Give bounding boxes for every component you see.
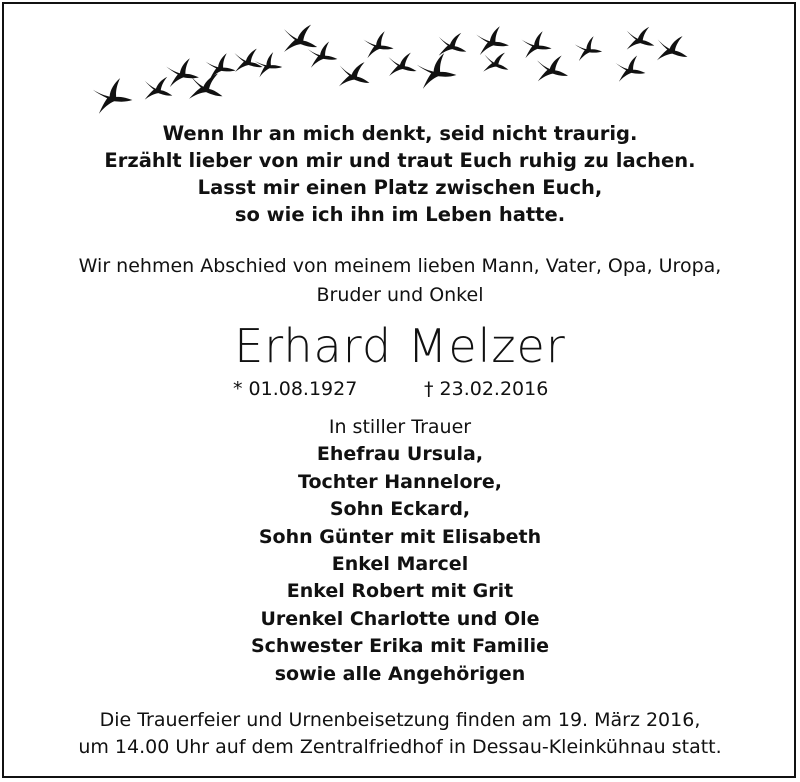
poem-line: so wie ich ihn im Leben hatte. — [234, 203, 566, 226]
bird-icon — [166, 58, 200, 88]
ceremony-line: um 14.00 Uhr auf dem Zentralfriedhof in Dessau-Kleinkühnau statt. — [78, 736, 722, 758]
bird-icon — [615, 55, 646, 82]
poem-line: Erzählt lieber von mir und traut Euch ruhig zu lachen. — [104, 149, 696, 172]
bird-icon — [536, 54, 570, 84]
bird-icon — [437, 31, 468, 59]
bird-icon — [482, 49, 512, 76]
flying-birds-icon — [0, 0, 800, 120]
mourner-name: Enkel Marcel — [331, 553, 469, 576]
mourner-name: sowie alle Angehörigen — [274, 662, 526, 685]
mourners-list — [0, 414, 800, 688]
bird-icon — [143, 75, 174, 103]
bird-icon — [625, 25, 656, 53]
bird-icon — [233, 47, 264, 74]
mourner-name: Ehefrau Ursula, — [316, 443, 484, 466]
ceremony-info — [0, 707, 800, 761]
poem — [0, 120, 800, 228]
mourner-name: Urenkel Charlotte und Ole — [260, 607, 540, 630]
bird-icon — [416, 52, 458, 89]
bird-icon — [337, 59, 372, 91]
mourner-name: Schwester Erika mit Familie — [250, 635, 550, 658]
birth-date: * 01.08.1927 — [233, 378, 358, 400]
bird-icon — [655, 33, 690, 65]
bird-icon — [254, 51, 284, 78]
poem-line: Lasst mir einen Platz zwischen Euch, — [197, 176, 603, 199]
mourner-name: Tochter Hannelore, — [298, 470, 502, 493]
poem-line: Wenn Ihr an mich denkt, seid nicht traurig. — [162, 122, 638, 145]
ceremony-line: Die Trauerfeier und Urnenbeisetzung finden am 19. März 2016, — [99, 709, 701, 731]
mourners-intro: In stiller Trauer — [328, 416, 472, 438]
bird-icon — [205, 52, 236, 80]
bird-icon — [387, 51, 418, 78]
bird-icon — [187, 69, 226, 105]
bird-icon — [363, 30, 394, 58]
farewell-line: Bruder und Onkel — [316, 284, 484, 306]
farewell-line: Wir nehmen Abschied von meinem lieben Mann, Vater, Opa, Uropa, — [78, 255, 722, 277]
bird-icon — [282, 22, 320, 55]
mourner-name: Sohn Eckard, — [329, 498, 471, 521]
bird-icon — [521, 30, 552, 58]
bird-icon — [574, 35, 603, 61]
bird-icon — [92, 77, 134, 114]
death-date: † 23.02.2016 — [424, 378, 549, 400]
deceased-name: Erhard Melzer — [234, 319, 566, 373]
mourner-name: Sohn Günter mit Elisabeth — [258, 525, 542, 548]
mourner-name: Enkel Robert mit Grit — [286, 580, 514, 603]
bird-icon — [476, 26, 510, 56]
farewell-text — [0, 252, 800, 310]
